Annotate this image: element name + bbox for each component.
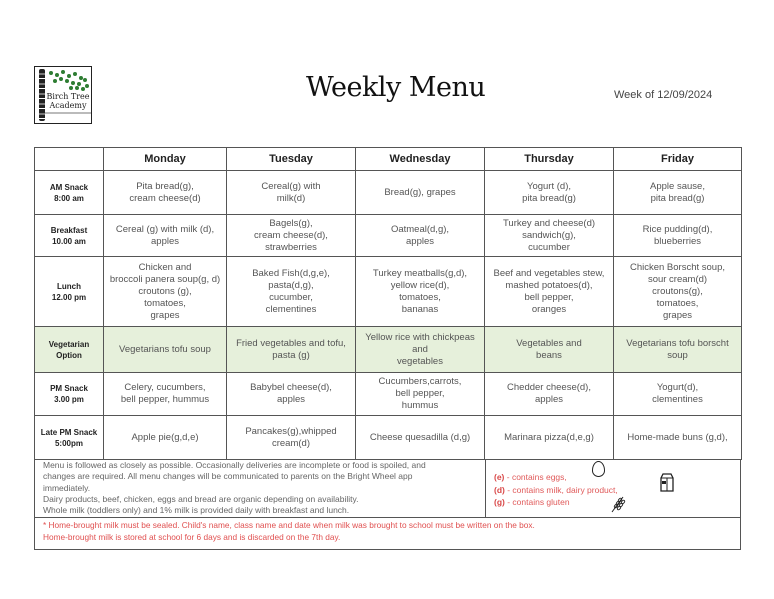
menu-item-line: beans [536,349,562,361]
logo-tagline [45,112,91,114]
menu-cell [356,215,485,257]
menu-item-line: pasta(d,g), [268,279,314,291]
menu-item-line: tomatoes, [144,297,186,309]
row-label [35,327,104,373]
menu-item-line: cucumber, [269,291,313,303]
menu-item-line: Cereal(g) with [261,180,321,192]
menu-table [34,147,742,460]
menu-item-line: croutons(g), [652,285,703,297]
menu-item-line: Cucumbers,carrots, [378,376,462,387]
menu-item-line: cream(d) [271,437,310,449]
menu-item-line: cream cheese(d) [129,192,201,204]
menu-cell [485,327,614,373]
page-title: Weekly Menu [306,72,486,103]
menu-item-line: strawberries [265,241,317,253]
menu-item-line: Babybel cheese(d), [250,382,332,393]
menu-item-line: Rice pudding(d), [642,223,713,235]
row-label-line: 12.00 pm [51,292,87,302]
menu-item-line: sandwich(g), [522,229,576,241]
menu-item-line: grapes [662,309,693,321]
menu-item-line: apples [535,394,563,405]
menu-cell [485,257,614,327]
menu-item-line: croutons (g), [138,285,192,297]
menu-item-line: oranges [531,303,567,315]
header-corner-cell [35,148,104,171]
menu-item-line: Oatmeal(d,g), [390,223,450,235]
menu-item-line: bell pepper, [524,291,574,303]
menu-cell [356,257,485,327]
menu-cell [104,327,227,373]
menu-item-line: pasta (g) [272,349,310,361]
footer-notes-section [34,459,741,550]
logo-name-line2: Academy [49,101,87,110]
menu-item-line: Baked Fish(d,g,e), [252,267,330,279]
allergen-item [494,496,618,509]
leaf-dot [85,84,89,88]
menu-item-line: Yogurt(d), [656,382,699,393]
menu-cell [356,416,485,460]
menu-cell [227,373,356,416]
menu-cell [104,257,227,327]
menu-item-line: mashed potatoes(d), [505,279,593,291]
menu-cell [356,327,485,373]
menu-item-line: Beef and vegetables stew, [493,267,605,279]
menu-cell [614,171,742,215]
menu-item-line: Celery, cucumbers, [124,382,206,393]
leaf-dot [53,79,57,83]
allergen-description: - contains milk, dairy product, [504,484,618,495]
menu-cell [227,215,356,257]
menu-cell [485,215,614,257]
table-row [35,215,742,257]
menu-cell [485,171,614,215]
menu-item-line: Marinara pizza(d,e,g) [504,431,594,443]
row-label [35,215,104,257]
milk-note-line: * Home-brought milk must be sealed. Child's name, class name and date when milk was brought to school must be written on the box. [43,520,535,530]
note-line: Dairy products, beef, chicken, eggs and bread are organic depending on availability. [43,493,359,504]
menu-item-line: Pita bread(g), [136,180,194,192]
menu-item-line: apples [151,235,179,247]
menu-item-line: grapes [150,309,180,321]
menu-item-line: Chicken and [138,261,192,273]
table-row [35,416,742,460]
menu-item-line: cream cheese(d), [254,229,328,241]
menu-item-line: Yellow rice with chickpeas and [365,331,475,355]
table-row [35,373,742,416]
leaf-dot [73,72,77,76]
leaf-dot [69,86,73,90]
menu-cell [614,327,742,373]
menu-cell [614,373,742,416]
general-notes [35,459,485,517]
menu-item-line: bell pepper, hummus [120,394,210,405]
menu-cell [104,416,227,460]
row-label-line: 8:00 am [54,193,84,203]
menu-item-line: Vegetarians tofu borscht soup [626,337,729,361]
menu-item-line: broccoli panera soup(g, d) [109,273,221,285]
logo-text [44,92,92,110]
menu-item-line: milk(d) [276,192,306,204]
menu-item-line: clementines [265,303,317,315]
leaf-dot [65,79,69,83]
menu-cell [227,416,356,460]
menu-item-line: vegetables [397,355,443,367]
wheat-icon [610,495,626,513]
menu-item-line: Apple sause, [650,180,705,192]
menu-item-line: Chedder cheese(d), [507,382,591,393]
menu-item-line: Home-made buns (g,d), [627,431,728,443]
row-label-line: Breakfast [50,225,88,235]
menu-item-line: tomatoes, [399,291,441,303]
week-date: Week of 12/09/2024 [614,89,713,101]
menu-cell [485,373,614,416]
menu-cell [614,215,742,257]
menu-cell [485,416,614,460]
leaf-dot [83,78,87,82]
allergen-code: (g) [494,497,505,507]
menu-item-line: Yogurt (d), [526,180,571,192]
table-row [35,257,742,327]
menu-item-line: Bread(g), grapes [384,186,456,198]
menu-item-line: hummus [401,400,439,411]
leaf-dot [75,86,79,90]
row-label-line: Lunch [57,281,81,291]
row-label-line: PM Snack [50,384,88,393]
allergen-item [494,484,618,497]
menu-cell [227,327,356,373]
milk-note-line: Home-brought milk is stored at school for 6 days and is discarded on the 7th day. [43,531,341,542]
menu-cell [227,171,356,215]
menu-item-line: cucumber [528,241,570,253]
column-header-friday: Friday [614,148,742,171]
row-label [35,171,104,215]
menu-item-line: bell pepper, [395,388,445,399]
menu-item-line: blueberries [654,235,701,247]
row-label-line: Option [56,350,82,360]
menu-item-line: Vegetarians tofu soup [119,343,211,355]
row-label-line: 3.00 pm [54,395,84,404]
menu-item-line: Chicken Borscht soup, [629,261,726,273]
row-label [35,257,104,327]
leaf-dot [71,81,75,85]
row-label-line: Late PM Snack [40,427,98,437]
logo-name-line1: Birch Tree [46,92,90,101]
menu-item-line: Pancakes(g),whipped [245,425,337,437]
menu-item-line: bananas [401,303,439,315]
allergen-description: - contains eggs, [504,472,567,482]
menu-cell [356,171,485,215]
row-label-line: AM Snack [49,182,89,192]
leaf-dot [49,71,53,75]
menu-item-line: Cereal (g) with milk (d), [115,223,215,235]
menu-item-line: pita bread(g) [650,192,705,204]
column-header-monday: Monday [104,148,227,171]
menu-item-line: apples [277,394,305,405]
menu-cell [614,257,742,327]
allergen-legend [485,459,741,517]
menu-cell [227,257,356,327]
allergen-description: - contains gluten [504,497,570,507]
leaf-dot [59,77,63,81]
milk-carton-icon [658,473,674,492]
home-brought-milk-note [35,517,740,550]
menu-item-line: apples [406,235,434,247]
leaf-dot [61,70,65,74]
menu-item-line: sour cream(d) [647,273,708,285]
menu-item-line: tomatoes, [656,297,699,309]
note-line: immediately. [43,482,91,493]
menu-item-line: Vegetables and [516,337,582,349]
note-line: changes are required. All menu changes will be communicated to parents on the Bright Wheel app [43,471,413,482]
menu-item-line: Apple pie(g,d,e) [131,431,199,443]
row-label-line: 5:00pm [54,438,83,448]
menu-item-line: Bagels(g), [269,217,313,229]
leaf-dot [67,74,71,78]
row-label-line: Vegetarian [48,339,90,349]
menu-item-line: pita bread(g) [522,192,576,204]
menu-item-line: clementines [652,394,703,405]
menu-cell [104,373,227,416]
menu-cell [614,416,742,460]
row-label [35,373,104,416]
table-header-row [35,148,742,171]
menu-item-line: Fried vegetables and tofu, [236,337,346,349]
menu-cell [104,171,227,215]
row-label [35,416,104,460]
leaf-dot [81,87,85,91]
note-line: Whole milk (toddlers only) and 1% milk is provided daily with breakfast and lunch. [43,505,350,516]
menu-cell [356,373,485,416]
menu-item-line: yellow rice(d), [390,279,450,291]
leaf-dot [55,73,59,77]
menu-cell [104,215,227,257]
menu-item-line: Turkey and cheese(d) [502,217,596,229]
row-label-line: 10.00 am [52,236,86,246]
column-header-wednesday: Wednesday [356,148,485,171]
table-row [35,171,742,215]
column-header-tuesday: Tuesday [227,148,356,171]
column-header-thursday: Thursday [485,148,614,171]
menu-item-line: Cheese quesadilla (d,g) [369,431,471,443]
allergen-code: (d) [494,484,505,495]
note-line: Menu is followed as closely as possible. Occasionally deliveries are incomplete or food is spoiled, and [43,460,426,470]
egg-icon [592,461,605,477]
allergen-code: (e) [494,472,505,482]
menu-item-line: Turkey meatballs(g,d), [372,267,468,279]
school-logo [34,66,92,124]
table-row [35,327,742,373]
